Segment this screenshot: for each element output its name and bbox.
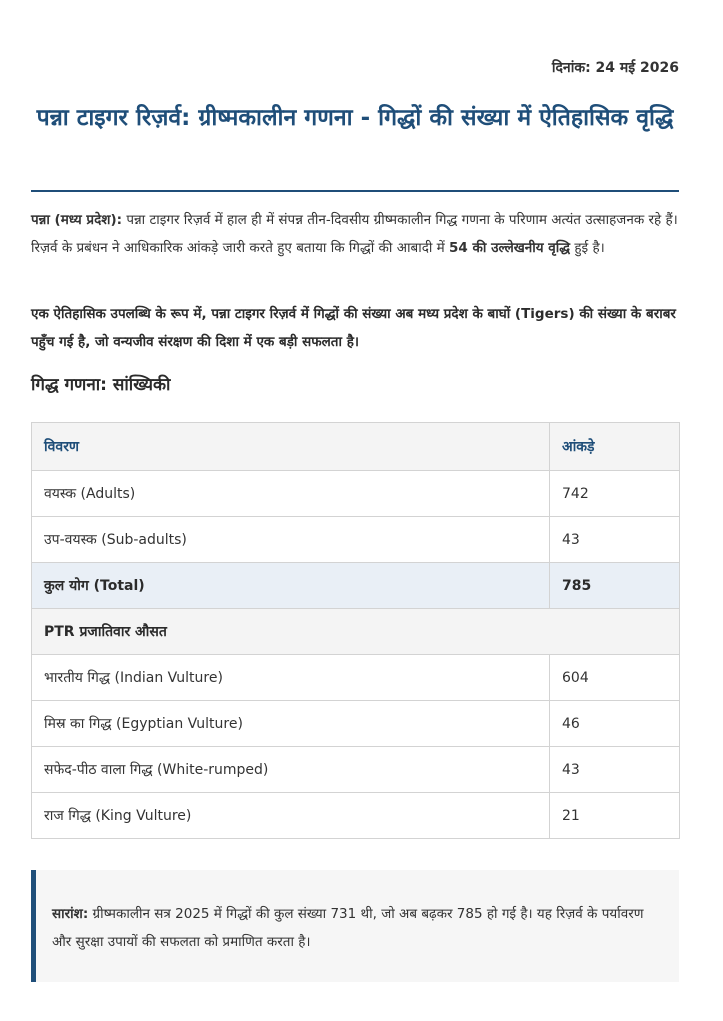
row-value: 742: [550, 471, 680, 517]
species-value: 21: [550, 793, 680, 839]
milestone-paragraph: एक ऐतिहासिक उपलब्धि के रूप में, पन्ना टाइगर रिज़र्व में गिद्धों की संख्या अब मध्य प्रदेश के बाघों (Tigers) की संख्या के बराबर पहुँच गई है, जो वन्यजीव संरक्षण की दिशा में एक बड़ी सफलता है।: [31, 306, 676, 350]
total-value: 785: [550, 563, 680, 609]
table-row: [32, 471, 680, 517]
summary-text: ग्रीष्मकालीन सत्र 2025 में गिद्धों की कुल संख्या 731 थी, जो अब बढ़कर 785 हो गई है। यह रिज़र्व के पर्यावरण और सुरक्षा उपायों की सफलता को प्रमाणित करता है।: [52, 906, 644, 950]
species-value: 43: [550, 747, 680, 793]
species-label: मिस्र का गिद्ध (Egyptian Vulture): [32, 701, 550, 747]
row-label: उप-वयस्क (Sub-adults): [32, 517, 550, 563]
intro-dateline: पन्ना (मध्य प्रदेश):: [31, 212, 123, 228]
species-label: भारतीय गिद्ध (Indian Vulture): [32, 655, 550, 701]
table-row: [32, 517, 680, 563]
date-label: दिनांक:: [551, 60, 591, 76]
stats-table: [31, 422, 680, 839]
summary-label: सारांश:: [52, 906, 89, 922]
date-value: 24 मई 2026: [595, 60, 679, 76]
intro-text-1: पन्ना टाइगर रिज़र्व में हाल ही में संपन्न तीन-दिवसीय ग्रीष्मकालीन गिद्ध गणना के परिणाम अत्यंत उत्साहजनक रहे हैं। रिज़र्व के प्रबंधन ने आधिकारिक आंकड़े जारी करते हुए बताया कि गिद्धों की आबादी में: [31, 212, 678, 256]
total-row: [32, 563, 680, 609]
title-divider: [31, 190, 679, 192]
table-row: [32, 655, 680, 701]
species-label: राज गिद्ध (King Vulture): [32, 793, 550, 839]
table-row: [32, 793, 680, 839]
article-title: पन्ना टाइगर रिज़र्व: ग्रीष्मकालीन गणना - गिद्धों की संख्या में ऐतिहासिक वृद्धि: [36, 105, 674, 131]
column-header-description: विवरण: [32, 423, 550, 471]
species-group-row: [32, 609, 680, 655]
intro-text-2: हुई है।: [574, 240, 605, 256]
species-value: 46: [550, 701, 680, 747]
row-label: वयस्क (Adults): [32, 471, 550, 517]
table-header-row: [32, 423, 680, 471]
row-value: 43: [550, 517, 680, 563]
publication-date: [552, 58, 679, 77]
species-value: 604: [550, 655, 680, 701]
species-label: सफेद-पीठ वाला गिद्ध (White-rumped): [32, 747, 550, 793]
intro-highlight: 54 की उल्लेखनीय वृद्धि: [449, 240, 571, 256]
table-row: [32, 747, 680, 793]
summary-box: [31, 870, 679, 982]
intro-paragraph: [31, 206, 679, 262]
total-label: कुल योग (Total): [32, 563, 550, 609]
stats-heading: गिद्ध गणना: सांख्यिकी: [31, 375, 171, 395]
table-row: [32, 701, 680, 747]
species-group-label: PTR प्रजातिवार औसत: [32, 609, 680, 655]
column-header-figures: आंकड़े: [550, 423, 680, 471]
